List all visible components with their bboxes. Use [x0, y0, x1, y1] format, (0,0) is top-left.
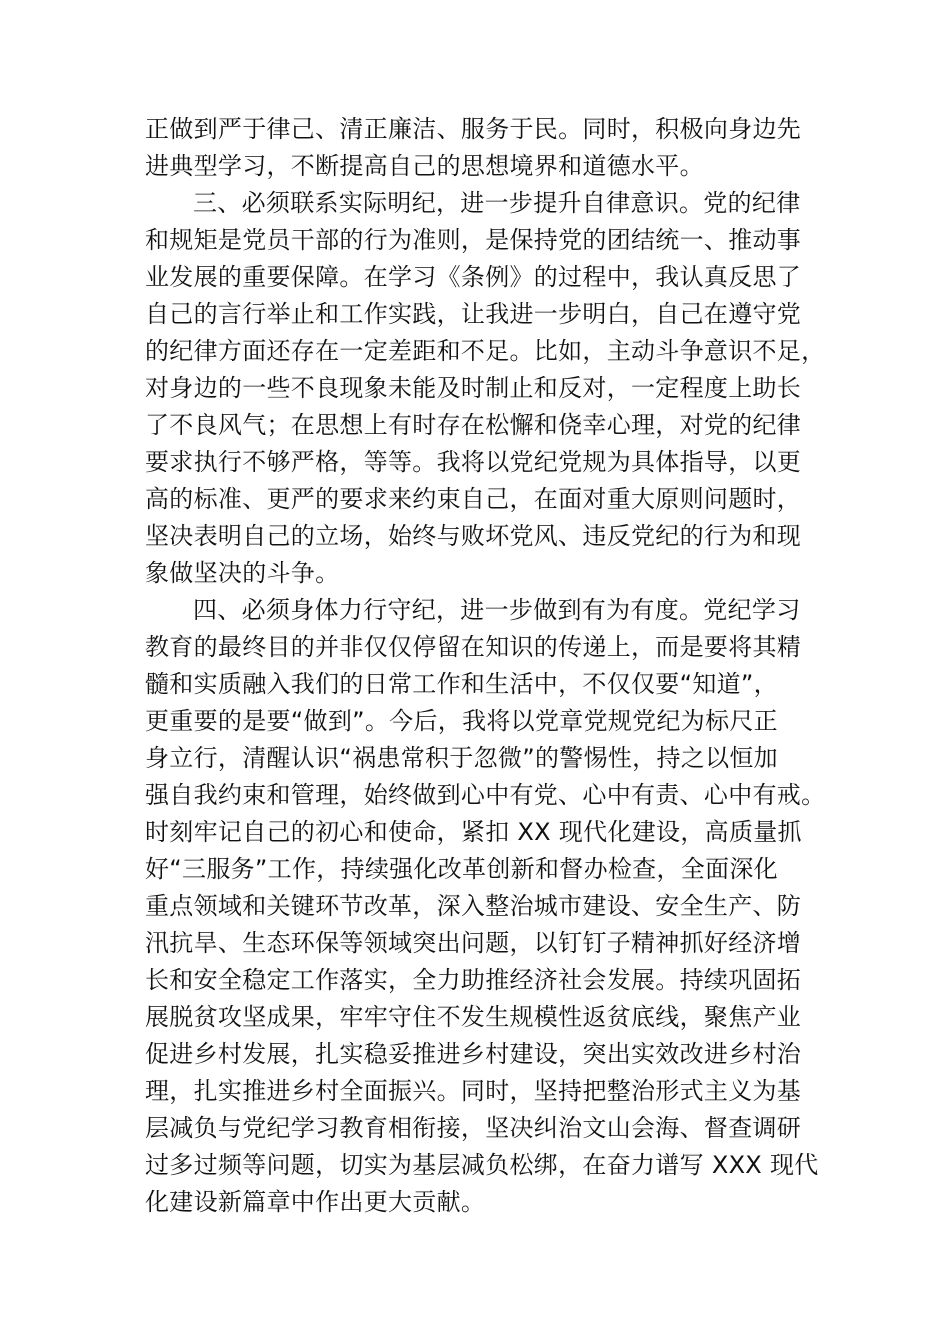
text-line: 象做坚决的斗争。 [145, 559, 340, 587]
text-line: 展脱贫攻坚成果，牢牢守住不发生规模性返贫底线，聚焦产业 [145, 1003, 802, 1031]
text-line: 髓和实质融入我们的日常工作和生活中，不仅仅要“知道”， [145, 670, 778, 698]
paragraph-4-first-line: 四、必须身体力行守纪，进一步做到有为有度。党纪学习 [193, 596, 801, 624]
text-line: 长和安全稳定工作落实，全力助推经济社会发展。持续巩固拓 [145, 966, 802, 994]
text-line: 对身边的一些不良现象未能及时制止和反对，一定程度上助长 [145, 374, 802, 402]
text-line: 好“三服务”工作，持续强化改革创新和督办检查，全面深化 [145, 855, 778, 883]
text-line: 进典型学习，不断提高自己的思想境界和道德水平。 [145, 152, 704, 180]
text-line: 的纪律方面还存在一定差距和不足。比如，主动斗争意识不足， [145, 337, 826, 365]
text-line: 高的标准、更严的要求来约束自己，在面对重大原则问题时， [145, 485, 802, 513]
text-line: 强自我约束和管理，始终做到心中有党、心中有责、心中有戒。 [145, 781, 826, 809]
text-line: 业发展的重要保障。在学习《条例》的过程中，我认真反思了 [145, 263, 802, 291]
text-line: 重点领域和关键环节改革，深入整治城市建设、安全生产、防 [145, 892, 802, 920]
text-line: 了不良风气；在思想上有时存在松懈和侥幸心理，对党的纪律 [145, 411, 802, 439]
document-body [145, 111, 825, 1221]
text-line: 促进乡村发展，扎实稳妥推进乡村建设，突出实效改进乡村治 [145, 1040, 802, 1068]
text-line: 自己的言行举止和工作实践，让我进一步明白，自己在遵守党 [145, 300, 802, 328]
text-line: 要求执行不够严格，等等。我将以党纪党规为具体指导，以更 [145, 448, 802, 476]
text-line: 身立行，清醒认识“祸患常积于忽微”的警惕性，持之以恒加 [145, 744, 778, 772]
text-line: 坚决表明自己的立场，始终与败坏党风、违反党纪的行为和现 [145, 522, 802, 550]
text-line: 正做到严于律己、清正廉洁、服务于民。同时，积极向身边先 [145, 115, 802, 143]
text-line: 更重要的是要“做到”。今后，我将以党章党规党纪为标尺正 [145, 707, 778, 735]
text-line: 汛抗旱、生态环保等领域突出问题，以钉钉子精神抓好经济增 [145, 929, 802, 957]
text-line: 层减负与党纪学习教育相衔接，坚决纠治文山会海、督查调研 [145, 1114, 802, 1142]
text-line: 教育的最终目的并非仅仅停留在知识的传递上，而是要将其精 [145, 633, 802, 661]
text-line: 理，扎实推进乡村全面振兴。同时，坚持把整治形式主义为基 [145, 1077, 802, 1105]
paragraph-3-first-line: 三、必须联系实际明纪，进一步提升自律意识。党的纪律 [193, 189, 801, 217]
text-line: 过多过频等问题，切实为基层减负松绑，在奋力谱写 XXX 现代 [145, 1151, 819, 1179]
text-line: 和规矩是党员干部的行为准则，是保持党的团结统一、推动事 [145, 226, 802, 254]
text-line: 时刻牢记自己的初心和使命，紧扣 XX 现代化建设，高质量抓 [145, 818, 802, 846]
text-line: 化建设新篇章中作出更大贡献。 [145, 1188, 486, 1216]
